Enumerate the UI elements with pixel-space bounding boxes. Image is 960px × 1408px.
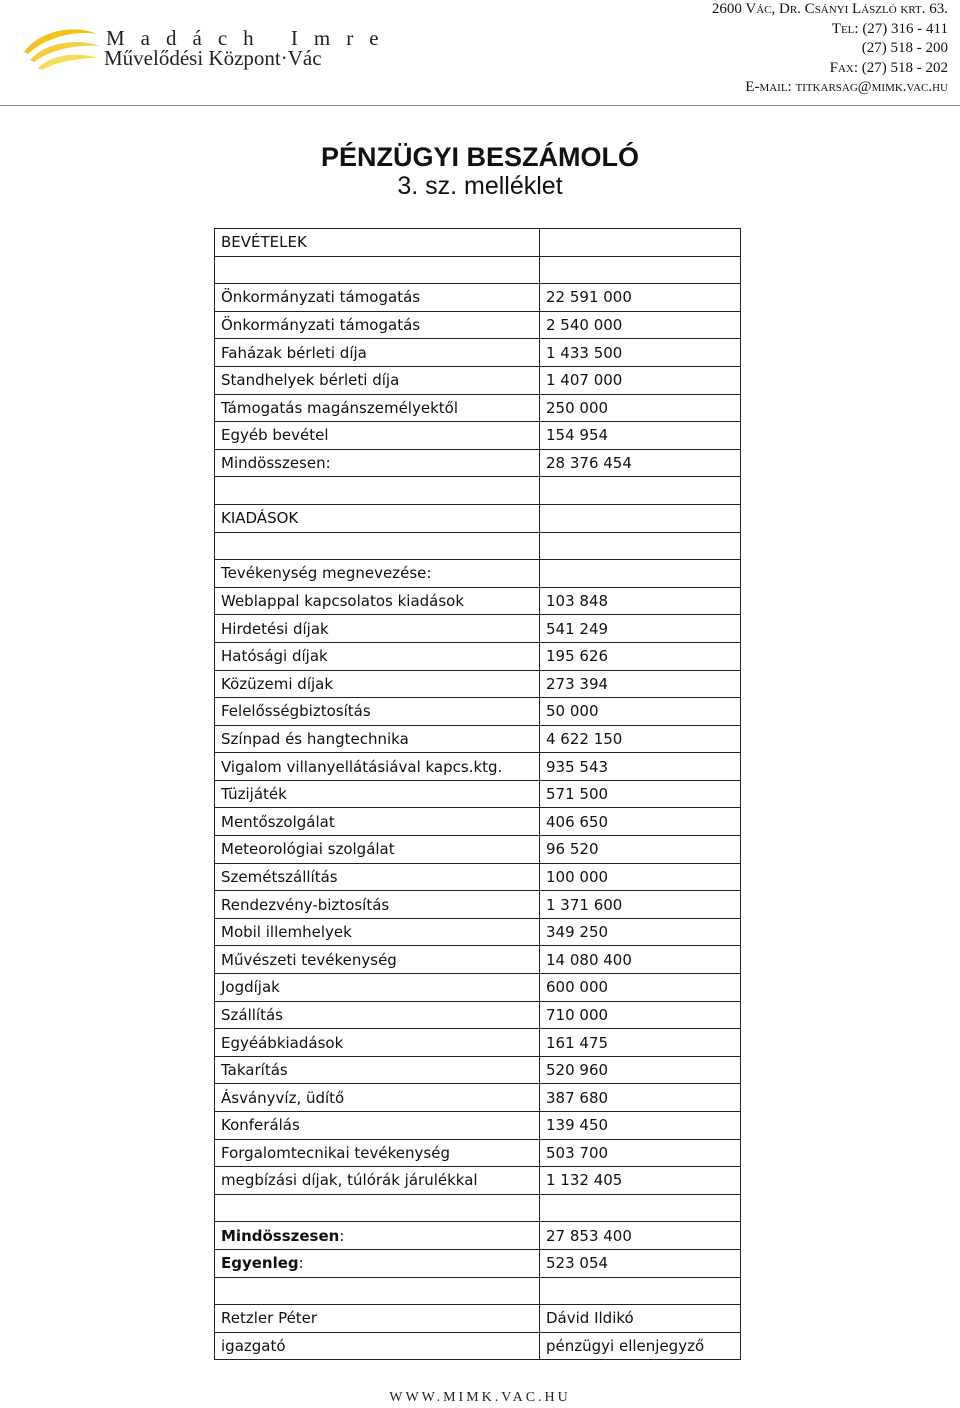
table-row [215, 560, 741, 588]
telephone: Tel: (27) 316 - 411 [831, 20, 948, 37]
empty-cell [215, 532, 540, 560]
table-row [215, 1139, 741, 1167]
row-amount: 4 622 150 [540, 725, 741, 753]
empty-cell [215, 256, 540, 284]
row-amount: 1 371 600 [540, 891, 741, 919]
balance-colon: : [298, 1254, 304, 1273]
table-row [215, 422, 741, 450]
row-amount: 1 132 405 [540, 1167, 741, 1195]
table-row [215, 863, 741, 891]
table-row [215, 698, 741, 726]
header-divider [0, 105, 960, 106]
table-row [215, 311, 741, 339]
table-row [215, 284, 741, 312]
row-amount: 571 500 [540, 780, 741, 808]
row-amount: 600 000 [540, 974, 741, 1002]
balance-value: 523 054 [540, 1249, 741, 1277]
table-row [215, 836, 741, 864]
empty-cell [540, 560, 741, 588]
row-label: Faházak bérleti díja [215, 339, 540, 367]
signatory-right-role: pénzügyi ellenjegyző [540, 1332, 741, 1360]
email: E-mail: titkarsag@mimk.vac.hu [745, 79, 948, 95]
grand-total-value: 27 853 400 [540, 1222, 741, 1250]
table-row [215, 256, 741, 284]
row-amount: 387 680 [540, 1084, 741, 1112]
row-amount: 2 540 000 [540, 311, 741, 339]
row-amount: 100 000 [540, 863, 741, 891]
address: 2600 Vác, Dr. Csányi László krt. 63. [711, 1, 948, 17]
row-amount: 250 000 [540, 394, 741, 422]
row-amount: 139 450 [540, 1112, 741, 1140]
table-row [215, 1084, 741, 1112]
empty-cell [215, 1194, 540, 1222]
table-row [215, 780, 741, 808]
row-label: Vigalom villanyellátásiával kapcs.ktg. [215, 753, 540, 781]
row-label: Tüzijáték [215, 780, 540, 808]
section-heading-income: BEVÉTELEK [215, 229, 540, 257]
row-label: Önkormányzati támogatás [215, 311, 540, 339]
logo-icon [22, 24, 102, 70]
row-label: Felelősségbiztosítás [215, 698, 540, 726]
table-row [215, 1332, 741, 1360]
table-row [215, 1056, 741, 1084]
table-row [215, 753, 741, 781]
row-label: Mentőszolgálat [215, 808, 540, 836]
row-amount: 14 080 400 [540, 946, 741, 974]
fax: Fax: (27) 518 - 202 [829, 59, 948, 76]
table-row [215, 587, 741, 615]
row-amount: 1 407 000 [540, 366, 741, 394]
section-heading-expenses: KIADÁSOK [215, 504, 540, 532]
table-row [215, 808, 741, 836]
table-row [215, 1167, 741, 1195]
table-row [215, 670, 741, 698]
row-label: Mobil illemhelyek [215, 918, 540, 946]
row-label: Takarítás [215, 1056, 540, 1084]
contact-block [712, 0, 948, 98]
row-label: Színpad és hangtechnika [215, 725, 540, 753]
empty-cell [540, 1277, 741, 1305]
row-label: Ásványvíz, üdítő [215, 1084, 540, 1112]
row-label: megbízási díjak, túlórák járulékkal [215, 1167, 540, 1195]
table-row [215, 532, 741, 560]
brand-name-line1: Madách Imre [106, 26, 395, 50]
website-footer: WWW.MIMK.VAC.HU [389, 1390, 571, 1405]
row-label: Támogatás magánszemélyektől [215, 394, 540, 422]
grand-total-label-text: Mindösszesen [221, 1226, 340, 1245]
table-row [215, 229, 741, 257]
expense-rows [215, 587, 741, 1194]
table-row [215, 1249, 741, 1277]
table-row [215, 946, 741, 974]
financial-report-table [214, 228, 741, 1360]
row-amount: 503 700 [540, 1139, 741, 1167]
table-row [215, 394, 741, 422]
signatory-right-name: Dávid Ildikó [540, 1305, 741, 1333]
row-amount: 154 954 [540, 422, 741, 450]
row-amount: 96 520 [540, 836, 741, 864]
row-label: Meteorológiai szolgálat [215, 836, 540, 864]
empty-cell [215, 477, 540, 505]
row-amount: 50 000 [540, 698, 741, 726]
empty-cell [540, 256, 741, 284]
page-subtitle: 3. sz. melléklet [397, 172, 563, 200]
row-amount: 406 650 [540, 808, 741, 836]
table-row [215, 725, 741, 753]
brand-name-line2: Művelődési Központ·Vác [104, 46, 322, 70]
row-label: Forgalomtecnikai tevékenység [215, 1139, 540, 1167]
row-amount: 195 626 [540, 642, 741, 670]
row-label: Közüzemi díjak [215, 670, 540, 698]
row-label: Egyéábkiadások [215, 1029, 540, 1057]
row-label: Hatósági díjak [215, 642, 540, 670]
table-row [215, 918, 741, 946]
income-rows [215, 284, 741, 477]
row-label: Hirdetési díjak [215, 615, 540, 643]
table-row [215, 449, 741, 477]
balance-label-text: Egyenleg [221, 1254, 299, 1273]
row-label: Rendezvény-biztosítás [215, 891, 540, 919]
table-row [215, 974, 741, 1002]
row-amount: 520 960 [540, 1056, 741, 1084]
table-row [215, 1222, 741, 1250]
row-label: Önkormányzati támogatás [215, 284, 540, 312]
empty-cell [540, 229, 741, 257]
table-row [215, 642, 741, 670]
row-amount: 103 848 [540, 587, 741, 615]
table-row [215, 366, 741, 394]
row-label: Standhelyek bérleti díja [215, 366, 540, 394]
row-amount: 161 475 [540, 1029, 741, 1057]
table-row [215, 1305, 741, 1333]
empty-cell [540, 504, 741, 532]
table-row [215, 1001, 741, 1029]
empty-cell [540, 532, 741, 560]
table-row [215, 1112, 741, 1140]
row-label: Szállítás [215, 1001, 540, 1029]
grand-total-label [215, 1222, 540, 1250]
table-row [215, 1029, 741, 1057]
signatory-left-role: igazgató [215, 1332, 540, 1360]
empty-cell [540, 1194, 741, 1222]
row-label: Szemétszállítás [215, 863, 540, 891]
row-label: Jogdíjak [215, 974, 540, 1002]
row-amount: 28 376 454 [540, 449, 741, 477]
table-row [215, 891, 741, 919]
page-title: PÉNZÜGYI BESZÁMOLÓ [320, 142, 639, 172]
row-amount: 541 249 [540, 615, 741, 643]
row-amount: 1 433 500 [540, 339, 741, 367]
row-amount: 22 591 000 [540, 284, 741, 312]
row-amount: 273 394 [540, 670, 741, 698]
telephone-2: (27) 518 - 200 [861, 40, 948, 56]
balance-label [215, 1249, 540, 1277]
row-label: Konferálás [215, 1112, 540, 1140]
row-amount: 935 543 [540, 753, 741, 781]
row-label: Egyéb bevétel [215, 422, 540, 450]
row-amount: 710 000 [540, 1001, 741, 1029]
empty-cell [540, 477, 741, 505]
table-row [215, 477, 741, 505]
table-row [215, 1194, 741, 1222]
grand-total-colon: : [339, 1226, 345, 1245]
table-row [215, 615, 741, 643]
table-row [215, 504, 741, 532]
row-label: Weblappal kapcsolatos kiadások [215, 587, 540, 615]
signatory-left-name: Retzler Péter [215, 1305, 540, 1333]
empty-cell [215, 1277, 540, 1305]
row-label: Művészeti tevékenység [215, 946, 540, 974]
row-amount: 349 250 [540, 918, 741, 946]
table-row [215, 1277, 741, 1305]
expenses-subheading: Tevékenység megnevezése: [215, 560, 540, 588]
table-row [215, 339, 741, 367]
row-label: Mindösszesen: [215, 449, 540, 477]
